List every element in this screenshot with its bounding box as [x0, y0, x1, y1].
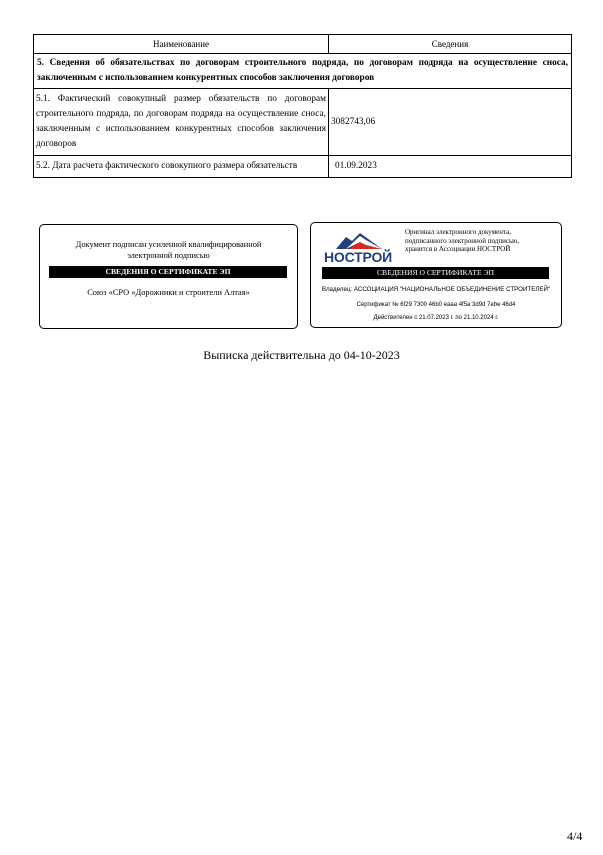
certificate-number: Сертификат № 6f29 7300 46b0 eaaa 4f5a 3d9d 7ebe 46d4 — [356, 302, 516, 308]
row-value: 3082743,06 — [329, 89, 572, 156]
certificate-info-bar: СВЕДЕНИЯ О СЕРТИФИКАТЕ ЭП — [49, 266, 287, 278]
table-header-row — [34, 35, 572, 54]
row-value: 01.09.2023 — [329, 156, 572, 178]
logo-text: НОСТРОЙ — [324, 249, 393, 265]
page-number: 4/4 — [567, 829, 583, 843]
stamp-organization: Союз «СРО «Дорожники и строители Алтая» — [87, 288, 250, 297]
section-row — [34, 54, 572, 89]
row-name: 5.2. Дата расчета фактического совокупного размера обязательств — [34, 156, 329, 178]
nostroy-logo — [324, 231, 393, 265]
certificate-validity: Действителен с 21.07.2023 г. по 21.10.2024 г. — [373, 315, 499, 321]
column-header-value: Сведения — [329, 35, 572, 54]
table-row — [34, 156, 572, 178]
certificate-owner: Владелец: АССОЦИАЦИЯ "НАЦИОНАЛЬНОЕ ОБЪЕДИНЕНИЕ СТРОИТЕЛЕЙ" — [321, 286, 551, 293]
row-name: 5.1. Фактический совокупный размер обязательств по договорам строительного подряда, по договорам подряда на осуществление сноса, заключенным с использованием конкурентных способов заключения договоров — [34, 89, 329, 156]
certificate-info-bar: СВЕДЕНИЯ О СЕРТИФИКАТЕ ЭП — [322, 267, 549, 279]
logo-emblem-icon — [336, 231, 382, 249]
signature-stamp-right — [310, 222, 562, 328]
validity-note: Выписка действительна до 04-10-2023 — [203, 348, 400, 362]
section-title: 5. Сведения об обязательствах по договорам строительного подряда, по договорам подряда на осуществление сноса, заключенным с использованием конкурентных способов заключения договоров — [34, 54, 572, 89]
stamp-signed-text: Документ подписан усиленной квалифицированной электронной подписью — [75, 240, 262, 260]
table-row — [34, 89, 572, 156]
signature-stamp-left — [39, 224, 298, 329]
info-table — [33, 34, 572, 178]
column-header-name: Наименование — [34, 35, 329, 54]
original-notice: Оригинал электронного документа, подписанного электронной подписью, хранится в Ассоциации НОСТРОЙ — [405, 228, 520, 254]
